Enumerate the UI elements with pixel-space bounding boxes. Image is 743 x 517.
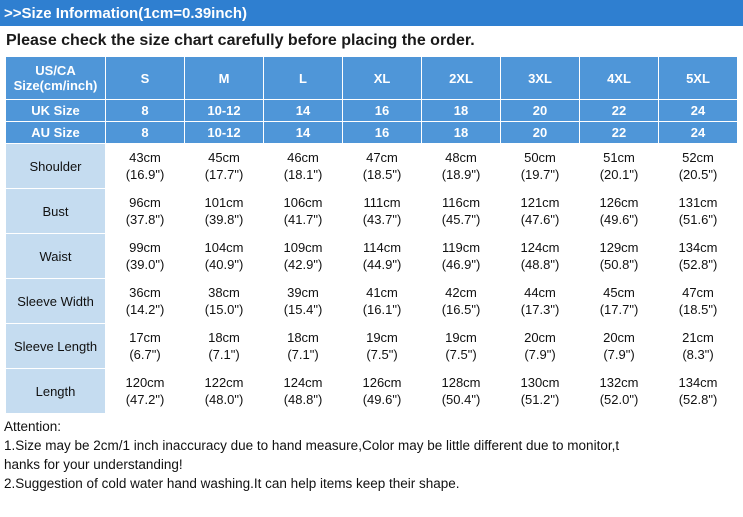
au-size-value-4: 18 bbox=[422, 122, 501, 144]
cell-shoulder-xl: 47cm (18.5") bbox=[343, 144, 422, 189]
cell-sleeve-width-m: 38cm (15.0") bbox=[185, 279, 264, 324]
au-size-value-7: 24 bbox=[659, 122, 738, 144]
cell-length-3xl: 130cm (51.2") bbox=[501, 369, 580, 414]
subtitle bbox=[0, 26, 743, 56]
size-header-4xl: 4XL bbox=[580, 57, 659, 100]
page-title: >>Size Information(1cm=0.39inch) bbox=[4, 4, 247, 22]
au-size-value-3: 16 bbox=[343, 122, 422, 144]
table-row bbox=[6, 279, 738, 324]
row-label-waist: Waist bbox=[6, 234, 106, 279]
cell-waist-5xl: 134cm (52.8") bbox=[659, 234, 738, 279]
cell-sleeve-length-l: 18cm (7.1") bbox=[264, 324, 343, 369]
cell-length-2xl: 128cm (50.4") bbox=[422, 369, 501, 414]
cell-length-s: 120cm (47.2") bbox=[106, 369, 185, 414]
au-size-value-0: 8 bbox=[106, 122, 185, 144]
cell-sleeve-width-3xl: 44cm (17.3") bbox=[501, 279, 580, 324]
attention-line-2: hanks for your understanding! bbox=[4, 457, 183, 472]
size-header-l: L bbox=[264, 57, 343, 100]
uk-size-row bbox=[6, 100, 738, 122]
size-header-3xl: 3XL bbox=[501, 57, 580, 100]
uk-size-value-4: 18 bbox=[422, 100, 501, 122]
cell-sleeve-length-4xl: 20cm (7.9") bbox=[580, 324, 659, 369]
cell-bust-4xl: 126cm (49.6") bbox=[580, 189, 659, 234]
table-row bbox=[6, 144, 738, 189]
table-row bbox=[6, 234, 738, 279]
cell-waist-4xl: 129cm (50.8") bbox=[580, 234, 659, 279]
cell-length-l: 124cm (48.8") bbox=[264, 369, 343, 414]
cell-sleeve-width-l: 39cm (15.4") bbox=[264, 279, 343, 324]
row-label-sleeve-length: Sleeve Length bbox=[6, 324, 106, 369]
size-header-xl: XL bbox=[343, 57, 422, 100]
cell-length-xl: 126cm (49.6") bbox=[343, 369, 422, 414]
cell-shoulder-2xl: 48cm (18.9") bbox=[422, 144, 501, 189]
cell-length-m: 122cm (48.0") bbox=[185, 369, 264, 414]
corner-header-cell bbox=[6, 57, 106, 100]
row-label-length: Length bbox=[6, 369, 106, 414]
cell-bust-l: 106cm (41.7") bbox=[264, 189, 343, 234]
uk-size-value-2: 14 bbox=[264, 100, 343, 122]
cell-shoulder-4xl: 51cm (20.1") bbox=[580, 144, 659, 189]
attention-block bbox=[0, 414, 743, 493]
au-size-label: AU Size bbox=[6, 122, 106, 144]
size-header-s: S bbox=[106, 57, 185, 100]
cell-waist-2xl: 119cm (46.9") bbox=[422, 234, 501, 279]
size-header-m: M bbox=[185, 57, 264, 100]
cell-shoulder-m: 45cm (17.7") bbox=[185, 144, 264, 189]
au-size-value-2: 14 bbox=[264, 122, 343, 144]
cell-sleeve-width-xl: 41cm (16.1") bbox=[343, 279, 422, 324]
uk-size-value-3: 16 bbox=[343, 100, 422, 122]
cell-waist-xl: 114cm (44.9") bbox=[343, 234, 422, 279]
au-size-value-1: 10-12 bbox=[185, 122, 264, 144]
uk-size-label: UK Size bbox=[6, 100, 106, 122]
cell-waist-m: 104cm (40.9") bbox=[185, 234, 264, 279]
cell-waist-3xl: 124cm (48.8") bbox=[501, 234, 580, 279]
uk-size-value-0: 8 bbox=[106, 100, 185, 122]
au-size-value-6: 22 bbox=[580, 122, 659, 144]
cell-bust-s: 96cm (37.8") bbox=[106, 189, 185, 234]
cell-waist-l: 109cm (42.9") bbox=[264, 234, 343, 279]
cell-shoulder-5xl: 52cm (20.5") bbox=[659, 144, 738, 189]
size-header-5xl: 5XL bbox=[659, 57, 738, 100]
row-label-shoulder: Shoulder bbox=[6, 144, 106, 189]
table-header-row bbox=[6, 57, 738, 100]
cell-sleeve-length-s: 17cm (6.7") bbox=[106, 324, 185, 369]
cell-bust-3xl: 121cm (47.6") bbox=[501, 189, 580, 234]
cell-sleeve-length-m: 18cm (7.1") bbox=[185, 324, 264, 369]
cell-bust-5xl: 131cm (51.6") bbox=[659, 189, 738, 234]
cell-sleeve-length-5xl: 21cm (8.3") bbox=[659, 324, 738, 369]
attention-heading: Attention: bbox=[4, 419, 62, 434]
cell-sleeve-width-4xl: 45cm (17.7") bbox=[580, 279, 659, 324]
row-label-sleeve-width: Sleeve Width bbox=[6, 279, 106, 324]
size-chart-table bbox=[5, 56, 738, 414]
au-size-row bbox=[6, 122, 738, 144]
cell-sleeve-length-xl: 19cm (7.5") bbox=[343, 324, 422, 369]
row-label-bust: Bust bbox=[6, 189, 106, 234]
cell-sleeve-width-2xl: 42cm (16.5") bbox=[422, 279, 501, 324]
au-size-value-5: 20 bbox=[501, 122, 580, 144]
cell-sleeve-width-s: 36cm (14.2") bbox=[106, 279, 185, 324]
uk-size-value-6: 22 bbox=[580, 100, 659, 122]
cell-length-4xl: 132cm (52.0") bbox=[580, 369, 659, 414]
title-bar bbox=[0, 0, 743, 26]
cell-shoulder-s: 43cm (16.9") bbox=[106, 144, 185, 189]
cell-shoulder-l: 46cm (18.1") bbox=[264, 144, 343, 189]
table-row bbox=[6, 369, 738, 414]
cell-length-5xl: 134cm (52.8") bbox=[659, 369, 738, 414]
uk-size-value-7: 24 bbox=[659, 100, 738, 122]
cell-sleeve-length-2xl: 19cm (7.5") bbox=[422, 324, 501, 369]
cell-sleeve-width-5xl: 47cm (18.5") bbox=[659, 279, 738, 324]
cell-shoulder-3xl: 50cm (19.7") bbox=[501, 144, 580, 189]
uk-size-value-1: 10-12 bbox=[185, 100, 264, 122]
table-row bbox=[6, 324, 738, 369]
cell-sleeve-length-3xl: 20cm (7.9") bbox=[501, 324, 580, 369]
corner-label-line2: Size(cm/inch) bbox=[13, 78, 98, 93]
subtitle-text: Please check the size chart carefully before placing the order. bbox=[6, 32, 475, 49]
cell-bust-2xl: 116cm (45.7") bbox=[422, 189, 501, 234]
cell-bust-m: 101cm (39.8") bbox=[185, 189, 264, 234]
table-row bbox=[6, 189, 738, 234]
cell-waist-s: 99cm (39.0") bbox=[106, 234, 185, 279]
attention-line-1: 1.Size may be 2cm/1 inch inaccuracy due to hand measure,Color may be little different due to monitor,t bbox=[4, 438, 620, 453]
size-header-2xl: 2XL bbox=[422, 57, 501, 100]
corner-label-line1: US/CA bbox=[35, 63, 76, 78]
attention-line-3: 2.Suggestion of cold water hand washing.It can help items keep their shape. bbox=[4, 476, 460, 491]
uk-size-value-5: 20 bbox=[501, 100, 580, 122]
cell-bust-xl: 111cm (43.7") bbox=[343, 189, 422, 234]
